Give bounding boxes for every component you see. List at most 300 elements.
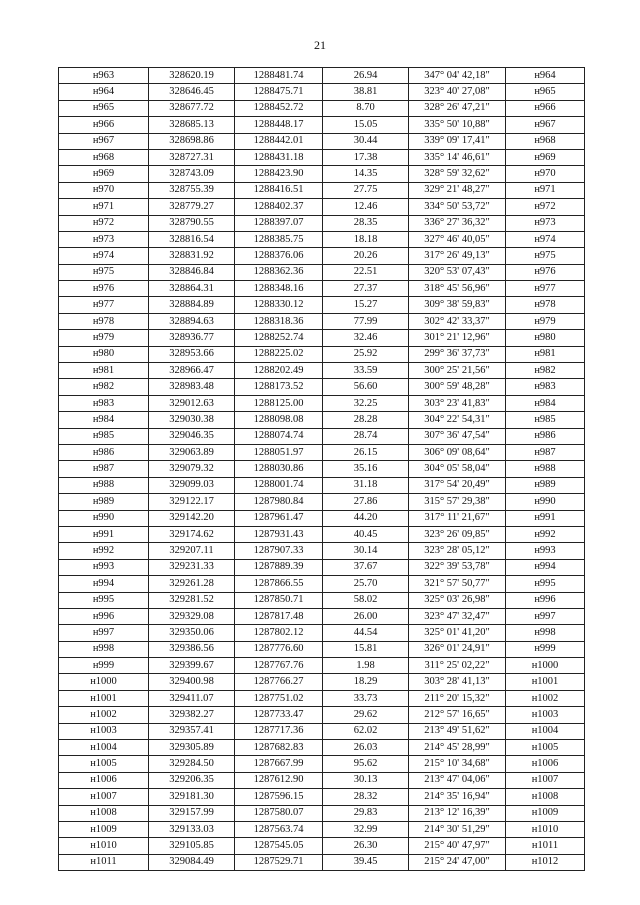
point-id-cell: н1010 [59,838,149,854]
bearing-cell: 320° 53' 07,43" [409,264,506,280]
y-coordinate-cell: 1288452.72 [235,100,323,116]
table-row [59,723,585,739]
table-row [59,215,585,231]
y-coordinate-cell: 1287529.71 [235,854,323,870]
table-row [59,100,585,116]
x-coordinate-cell: 329329.08 [149,608,235,624]
bearing-cell: 303° 28' 41,13" [409,674,506,690]
x-coordinate-cell: 328884.89 [149,297,235,313]
y-coordinate-cell: 1288252.74 [235,330,323,346]
x-coordinate-cell: 329411.07 [149,690,235,706]
y-coordinate-cell: 1288423.90 [235,166,323,182]
coordinates-table [58,67,585,871]
y-coordinate-cell: 1288385.75 [235,231,323,247]
x-coordinate-cell: 329281.52 [149,592,235,608]
distance-cell: 18.29 [323,674,409,690]
bearing-cell: 214° 30' 51,29" [409,821,506,837]
next-point-cell: н977 [506,281,585,297]
distance-cell: 58.02 [323,592,409,608]
distance-cell: 38.81 [323,84,409,100]
bearing-cell: 307° 36' 47,54" [409,428,506,444]
bearing-cell: 215° 40' 47,97" [409,838,506,854]
table-row [59,166,585,182]
distance-cell: 44.54 [323,625,409,641]
x-coordinate-cell: 329261.28 [149,576,235,592]
point-id-cell: н1001 [59,690,149,706]
table-row [59,428,585,444]
x-coordinate-cell: 328743.09 [149,166,235,182]
table-row [59,674,585,690]
bearing-cell: 213° 12' 16,39" [409,805,506,821]
next-point-cell: н1007 [506,772,585,788]
distance-cell: 29.83 [323,805,409,821]
next-point-cell: н1010 [506,821,585,837]
distance-cell: 44.20 [323,510,409,526]
bearing-cell: 214° 35' 16,94" [409,789,506,805]
next-point-cell: н985 [506,412,585,428]
point-id-cell: н975 [59,264,149,280]
distance-cell: 77.99 [323,313,409,329]
point-id-cell: н1005 [59,756,149,772]
y-coordinate-cell: 1287717.36 [235,723,323,739]
table-row [59,363,585,379]
bearing-cell: 322° 39' 53,78" [409,559,506,575]
point-id-cell: н1009 [59,821,149,837]
x-coordinate-cell: 329174.62 [149,526,235,542]
next-point-cell: н999 [506,641,585,657]
table-row [59,838,585,854]
next-point-cell: н984 [506,395,585,411]
y-coordinate-cell: 1287612.90 [235,772,323,788]
distance-cell: 30.44 [323,133,409,149]
y-coordinate-cell: 1287866.55 [235,576,323,592]
next-point-cell: н1006 [506,756,585,772]
table-row [59,543,585,559]
table-row [59,658,585,674]
bearing-cell: 211° 20' 15,32" [409,690,506,706]
x-coordinate-cell: 329030.38 [149,412,235,428]
point-id-cell: н980 [59,346,149,362]
next-point-cell: н997 [506,608,585,624]
bearing-cell: 317° 11' 21,67" [409,510,506,526]
x-coordinate-cell: 328677.72 [149,100,235,116]
table-row [59,608,585,624]
point-id-cell: н999 [59,658,149,674]
distance-cell: 32.46 [323,330,409,346]
bearing-cell: 323° 26' 09,85" [409,526,506,542]
distance-cell: 27.86 [323,494,409,510]
y-coordinate-cell: 1288376.06 [235,248,323,264]
point-id-cell: н998 [59,641,149,657]
next-point-cell: н1003 [506,707,585,723]
distance-cell: 28.32 [323,789,409,805]
next-point-cell: н993 [506,543,585,559]
y-coordinate-cell: 1288448.17 [235,117,323,133]
x-coordinate-cell: 328966.47 [149,363,235,379]
y-coordinate-cell: 1288001.74 [235,477,323,493]
bearing-cell: 335° 14' 46,61" [409,149,506,165]
distance-cell: 12.46 [323,199,409,215]
x-coordinate-cell: 328953.66 [149,346,235,362]
bearing-cell: 335° 50' 10,88" [409,117,506,133]
next-point-cell: н1012 [506,854,585,870]
next-point-cell: н1008 [506,789,585,805]
table-row [59,494,585,510]
next-point-cell: н990 [506,494,585,510]
next-point-cell: н971 [506,182,585,198]
distance-cell: 62.02 [323,723,409,739]
table-row [59,313,585,329]
distance-cell: 33.73 [323,690,409,706]
next-point-cell: н965 [506,84,585,100]
y-coordinate-cell: 1287545.05 [235,838,323,854]
bearing-cell: 304° 22' 54,31" [409,412,506,428]
y-coordinate-cell: 1288098.08 [235,412,323,428]
distance-cell: 32.25 [323,395,409,411]
distance-cell: 17.38 [323,149,409,165]
table-row [59,133,585,149]
point-id-cell: н966 [59,117,149,133]
distance-cell: 27.75 [323,182,409,198]
table-row [59,526,585,542]
bearing-cell: 323° 28' 05,12" [409,543,506,559]
point-id-cell: н983 [59,395,149,411]
next-point-cell: н964 [506,68,585,84]
table-row [59,346,585,362]
bearing-cell: 323° 47' 32,47" [409,608,506,624]
bearing-cell: 299° 36' 37,73" [409,346,506,362]
distance-cell: 26.15 [323,444,409,460]
y-coordinate-cell: 1287802.12 [235,625,323,641]
table-row [59,379,585,395]
distance-cell: 32.99 [323,821,409,837]
point-id-cell: н997 [59,625,149,641]
table-row [59,297,585,313]
next-point-cell: н981 [506,346,585,362]
x-coordinate-cell: 328698.86 [149,133,235,149]
x-coordinate-cell: 329122.17 [149,494,235,510]
table-row [59,625,585,641]
x-coordinate-cell: 329350.06 [149,625,235,641]
next-point-cell: н967 [506,117,585,133]
y-coordinate-cell: 1287817.48 [235,608,323,624]
point-id-cell: н976 [59,281,149,297]
bearing-cell: 303° 23' 41,83" [409,395,506,411]
point-id-cell: н979 [59,330,149,346]
y-coordinate-cell: 1288051.97 [235,444,323,460]
distance-cell: 15.81 [323,641,409,657]
y-coordinate-cell: 1287751.02 [235,690,323,706]
table-row [59,510,585,526]
point-id-cell: н970 [59,182,149,198]
point-id-cell: н1011 [59,854,149,870]
table-row [59,330,585,346]
table-row [59,182,585,198]
bearing-cell: 215° 24' 47,00" [409,854,506,870]
x-coordinate-cell: 329142.20 [149,510,235,526]
x-coordinate-cell: 329284.50 [149,756,235,772]
y-coordinate-cell: 1288225.02 [235,346,323,362]
bearing-cell: 347° 04' 42,18" [409,68,506,84]
table-row [59,756,585,772]
point-id-cell: н986 [59,444,149,460]
distance-cell: 30.13 [323,772,409,788]
point-id-cell: н1006 [59,772,149,788]
distance-cell: 35.16 [323,461,409,477]
bearing-cell: 213° 49' 51,62" [409,723,506,739]
point-id-cell: н1004 [59,740,149,756]
x-coordinate-cell: 329012.63 [149,395,235,411]
next-point-cell: н976 [506,264,585,280]
table-row [59,281,585,297]
distance-cell: 1.98 [323,658,409,674]
y-coordinate-cell: 1287766.27 [235,674,323,690]
y-coordinate-cell: 1288318.36 [235,313,323,329]
x-coordinate-cell: 329207.11 [149,543,235,559]
next-point-cell: н970 [506,166,585,182]
next-point-cell: н974 [506,231,585,247]
point-id-cell: н993 [59,559,149,575]
bearing-cell: 321° 57' 50,77" [409,576,506,592]
table-row [59,477,585,493]
x-coordinate-cell: 329399.67 [149,658,235,674]
distance-cell: 27.37 [323,281,409,297]
table-row [59,707,585,723]
table-row [59,68,585,84]
bearing-cell: 328° 59' 32,62" [409,166,506,182]
bearing-cell: 317° 54' 20,49" [409,477,506,493]
table-row [59,444,585,460]
next-point-cell: н1009 [506,805,585,821]
bearing-cell: 339° 09' 17,41" [409,133,506,149]
table-row [59,149,585,165]
x-coordinate-cell: 328646.45 [149,84,235,100]
point-id-cell: н965 [59,100,149,116]
y-coordinate-cell: 1287907.33 [235,543,323,559]
x-coordinate-cell: 329305.89 [149,740,235,756]
point-id-cell: н977 [59,297,149,313]
distance-cell: 37.67 [323,559,409,575]
bearing-cell: 311° 25' 02,22" [409,658,506,674]
next-point-cell: н1005 [506,740,585,756]
x-coordinate-cell: 328779.27 [149,199,235,215]
x-coordinate-cell: 328894.63 [149,313,235,329]
distance-cell: 28.28 [323,412,409,428]
y-coordinate-cell: 1287850.71 [235,592,323,608]
next-point-cell: н966 [506,100,585,116]
point-id-cell: н987 [59,461,149,477]
next-point-cell: н996 [506,592,585,608]
distance-cell: 25.92 [323,346,409,362]
y-coordinate-cell: 1287889.39 [235,559,323,575]
next-point-cell: н992 [506,526,585,542]
next-point-cell: н1000 [506,658,585,674]
bearing-cell: 329° 21' 48,27" [409,182,506,198]
table-row [59,576,585,592]
table-row [59,461,585,477]
distance-cell: 28.74 [323,428,409,444]
table-row [59,395,585,411]
table-row [59,805,585,821]
bearing-cell: 304° 05' 58,04" [409,461,506,477]
y-coordinate-cell: 1288481.74 [235,68,323,84]
y-coordinate-cell: 1287767.76 [235,658,323,674]
x-coordinate-cell: 329181.30 [149,789,235,805]
x-coordinate-cell: 329063.89 [149,444,235,460]
y-coordinate-cell: 1288348.16 [235,281,323,297]
y-coordinate-cell: 1288362.36 [235,264,323,280]
point-id-cell: н992 [59,543,149,559]
x-coordinate-cell: 328846.84 [149,264,235,280]
y-coordinate-cell: 1287980.84 [235,494,323,510]
point-id-cell: н1000 [59,674,149,690]
table-row [59,248,585,264]
x-coordinate-cell: 329357.41 [149,723,235,739]
y-coordinate-cell: 1288030.86 [235,461,323,477]
next-point-cell: н975 [506,248,585,264]
distance-cell: 14.35 [323,166,409,182]
table-row [59,740,585,756]
bearing-cell: 336° 27' 36,32" [409,215,506,231]
y-coordinate-cell: 1287776.60 [235,641,323,657]
bearing-cell: 213° 47' 04,06" [409,772,506,788]
table-row [59,412,585,428]
y-coordinate-cell: 1288330.12 [235,297,323,313]
x-coordinate-cell: 329382.27 [149,707,235,723]
x-coordinate-cell: 328816.54 [149,231,235,247]
bearing-cell: 323° 40' 27,08" [409,84,506,100]
distance-cell: 31.18 [323,477,409,493]
next-point-cell: н969 [506,149,585,165]
distance-cell: 95.62 [323,756,409,772]
bearing-cell: 302° 42' 33,37" [409,313,506,329]
x-coordinate-cell: 329386.56 [149,641,235,657]
y-coordinate-cell: 1288442.01 [235,133,323,149]
bearing-cell: 325° 03' 26,98" [409,592,506,608]
distance-cell: 33.59 [323,363,409,379]
distance-cell: 39.45 [323,854,409,870]
point-id-cell: н988 [59,477,149,493]
distance-cell: 8.70 [323,100,409,116]
bearing-cell: 328° 26' 47,21" [409,100,506,116]
distance-cell: 15.27 [323,297,409,313]
y-coordinate-cell: 1288402.37 [235,199,323,215]
bearing-cell: 334° 50' 53,72" [409,199,506,215]
point-id-cell: н978 [59,313,149,329]
x-coordinate-cell: 329133.03 [149,821,235,837]
distance-cell: 25.70 [323,576,409,592]
next-point-cell: н968 [506,133,585,149]
x-coordinate-cell: 329400.98 [149,674,235,690]
x-coordinate-cell: 328790.55 [149,215,235,231]
next-point-cell: н986 [506,428,585,444]
distance-cell: 29.62 [323,707,409,723]
next-point-cell: н973 [506,215,585,231]
point-id-cell: н1008 [59,805,149,821]
distance-cell: 56.60 [323,379,409,395]
y-coordinate-cell: 1287580.07 [235,805,323,821]
next-point-cell: н1002 [506,690,585,706]
table-row [59,559,585,575]
distance-cell: 26.30 [323,838,409,854]
table-row [59,264,585,280]
bearing-cell: 315° 57' 29,38" [409,494,506,510]
point-id-cell: н973 [59,231,149,247]
x-coordinate-cell: 329157.99 [149,805,235,821]
y-coordinate-cell: 1288202.49 [235,363,323,379]
table-row [59,641,585,657]
bearing-cell: 300° 59' 48,28" [409,379,506,395]
bearing-cell: 301° 21' 12,96" [409,330,506,346]
next-point-cell: н982 [506,363,585,379]
table-body [59,68,585,871]
point-id-cell: н1007 [59,789,149,805]
y-coordinate-cell: 1288397.07 [235,215,323,231]
y-coordinate-cell: 1287733.47 [235,707,323,723]
bearing-cell: 327° 46' 40,05" [409,231,506,247]
next-point-cell: н989 [506,477,585,493]
x-coordinate-cell: 328620.19 [149,68,235,84]
bearing-cell: 318° 45' 56,96" [409,281,506,297]
bearing-cell: 325° 01' 41,20" [409,625,506,641]
distance-cell: 18.18 [323,231,409,247]
point-id-cell: н994 [59,576,149,592]
table-row [59,199,585,215]
y-coordinate-cell: 1288173.52 [235,379,323,395]
point-id-cell: н972 [59,215,149,231]
distance-cell: 22.51 [323,264,409,280]
bearing-cell: 309° 38' 59,83" [409,297,506,313]
next-point-cell: н983 [506,379,585,395]
next-point-cell: н972 [506,199,585,215]
distance-cell: 26.94 [323,68,409,84]
distance-cell: 15.05 [323,117,409,133]
bearing-cell: 326° 01' 24,91" [409,641,506,657]
point-id-cell: н968 [59,149,149,165]
x-coordinate-cell: 328983.48 [149,379,235,395]
next-point-cell: н978 [506,297,585,313]
x-coordinate-cell: 329084.49 [149,854,235,870]
point-id-cell: н1002 [59,707,149,723]
table-row [59,821,585,837]
y-coordinate-cell: 1288431.18 [235,149,323,165]
y-coordinate-cell: 1287682.83 [235,740,323,756]
table-row [59,84,585,100]
point-id-cell: н1003 [59,723,149,739]
point-id-cell: н990 [59,510,149,526]
y-coordinate-cell: 1287596.15 [235,789,323,805]
point-id-cell: н989 [59,494,149,510]
bearing-cell: 306° 09' 08,64" [409,444,506,460]
y-coordinate-cell: 1287563.74 [235,821,323,837]
table-row [59,789,585,805]
x-coordinate-cell: 329231.33 [149,559,235,575]
x-coordinate-cell: 329099.03 [149,477,235,493]
x-coordinate-cell: 329206.35 [149,772,235,788]
table-row [59,231,585,247]
point-id-cell: н974 [59,248,149,264]
point-id-cell: н969 [59,166,149,182]
next-point-cell: н994 [506,559,585,575]
table-row [59,690,585,706]
bearing-cell: 214° 45' 28,99" [409,740,506,756]
distance-cell: 28.35 [323,215,409,231]
point-id-cell: н971 [59,199,149,215]
next-point-cell: н980 [506,330,585,346]
next-point-cell: н1004 [506,723,585,739]
point-id-cell: н981 [59,363,149,379]
table-row [59,117,585,133]
